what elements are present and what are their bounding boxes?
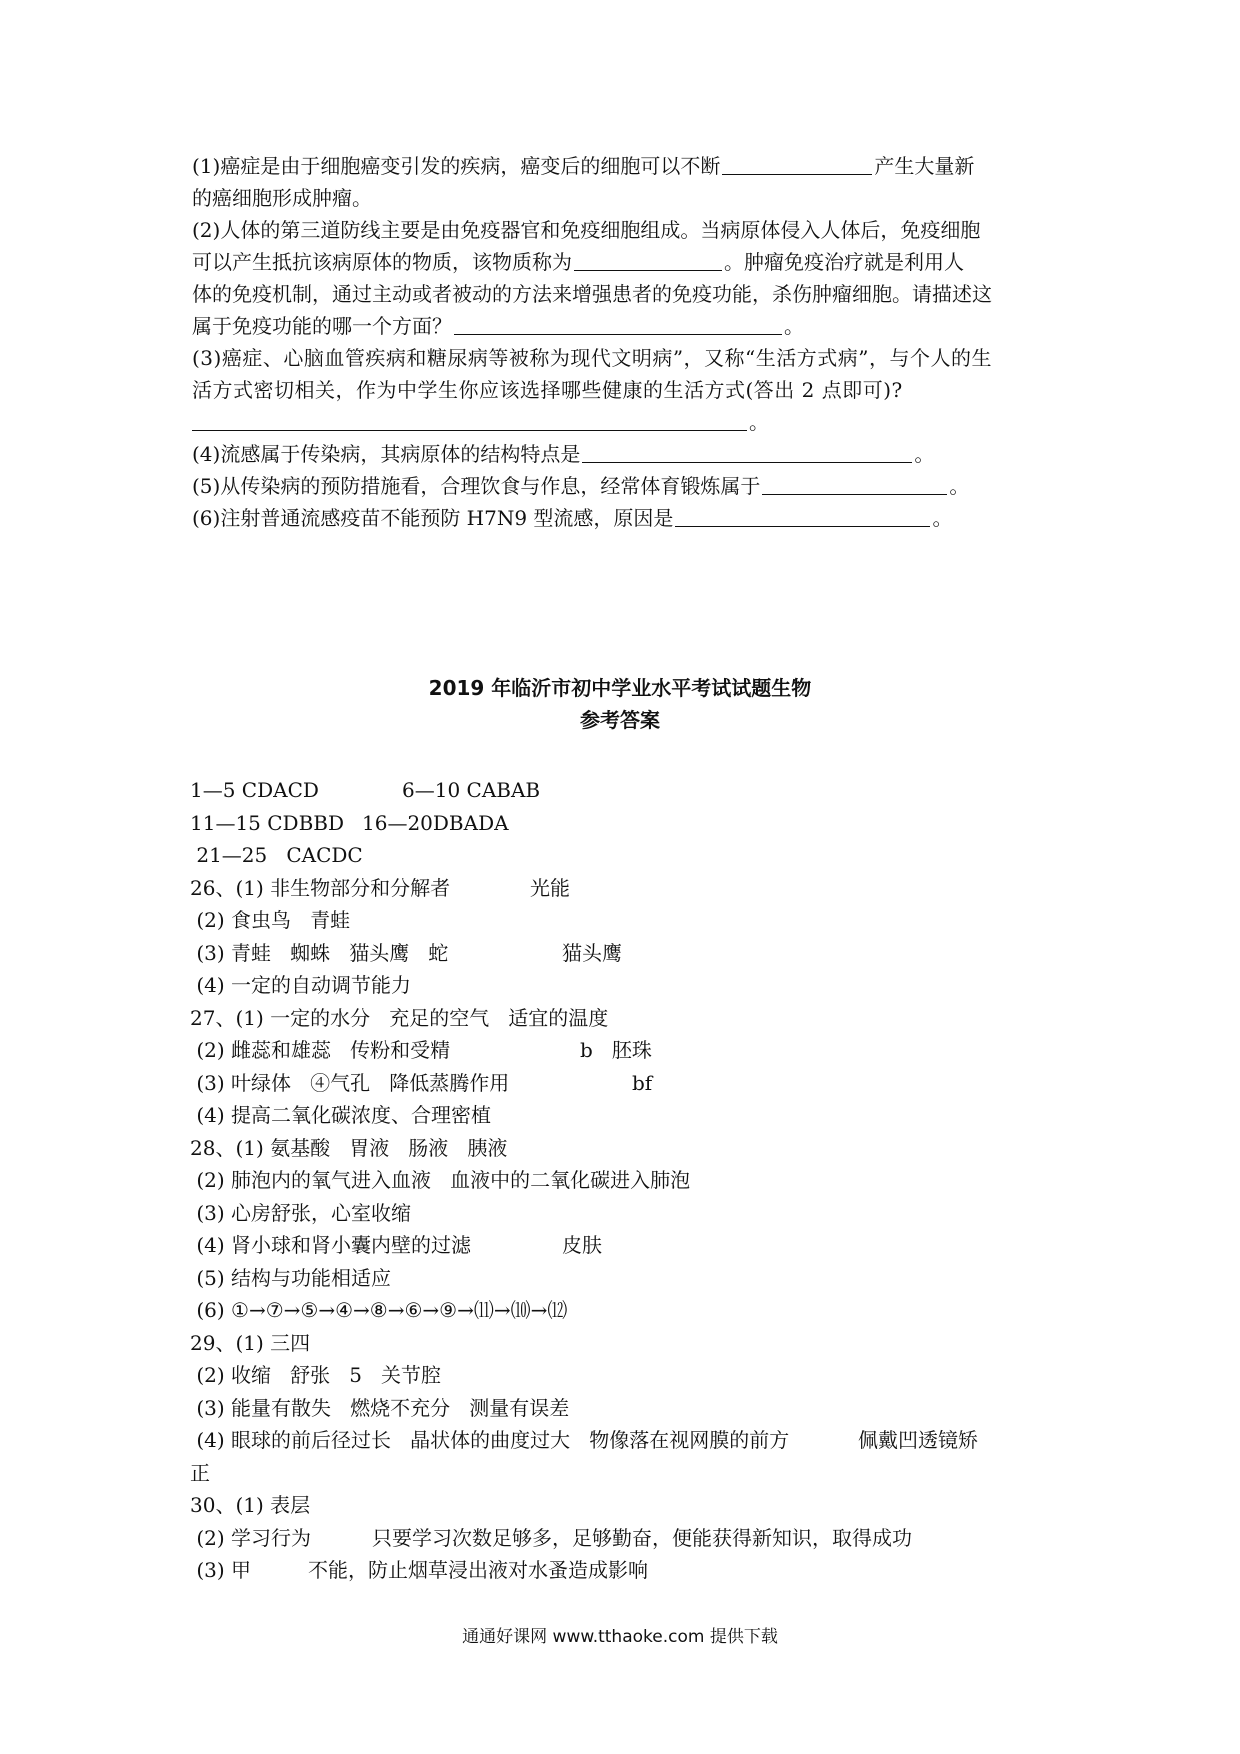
answer-line: (4) 提高二氧化碳浓度、合理密植 [190,1103,492,1127]
question-line: (1)癌症是由于细胞癌变引发的疾病，癌变后的细胞可以不断 产生大量新 [192,154,975,178]
answer-line: (2) 学习行为 只要学习次数足够多，足够勤奋，便能获得新知识，取得成功 [190,1525,912,1550]
answer-line: 21—25 CACDC [190,843,363,867]
answer-blank [192,410,747,431]
answer-blank [722,154,872,175]
answer-line: 1—5 CDACD 6—10 CABAB [190,778,541,802]
page-subtitle: 参考答案 [580,708,660,732]
answer-line: (3) 心房舒张，心室收缩 [190,1200,412,1225]
answer-line: 30、(1) 表层 [190,1493,311,1517]
answer-blank [762,474,947,495]
answer-line: 11—15 CDBBD 16—20DBADA [190,810,509,835]
answer-line: (6) ①→⑦→⑤→④→⑧→⑥→⑨→⑾→⑽→⑿ [190,1298,568,1322]
answer-blank [582,442,912,463]
answer-line: (2) 收缩 舒张 5 关节腔 [190,1363,441,1387]
question-line: 活方式密切相关，作为中学生你应该选择哪些健康的生活方式(答出 2 点即可)? [192,378,903,402]
question-line: 可以产生抵抗该病原体的物质，该物质称为 。肿瘤免疫治疗就是利用人 [192,250,964,274]
answer-line: (3) 青蛙 蜘蛛 猫头鹰 蛇 猫头鹰 [190,940,622,965]
answer-line: (5) 结构与功能相适应 [190,1265,392,1290]
answer-line: 27、(1) 一定的水分 充足的空气 适宜的温度 [190,1005,609,1030]
answer-line: (2) 雌蕊和雄蕊 传粉和受精 b 胚珠 [190,1038,652,1062]
question-block [192,150,1062,534]
answer-line: 正 [190,1460,210,1485]
answer-line: (3) 叶绿体 ④气孔 降低蒸腾作用 bf [190,1070,653,1095]
answer-list [190,774,1070,1587]
question-line: 体的免疫机制，通过主动或者被动的方法来增强患者的免疫功能，杀伤肿瘤细胞。请描述这 [192,282,992,306]
question-line: (2)人体的第三道防线主要是由免疫器官和免疫细胞组成。当病原体侵入人体后，免疫细胞 [192,218,981,242]
answer-key-title [0,672,1240,736]
answer-line: 26、(1) 非生物部分和分解者 光能 [190,875,570,900]
answer-line: (2) 肺泡内的氧气进入血液 血液中的二氧化碳进入肺泡 [190,1168,691,1192]
answer-line: (2) 食虫鸟 青蛙 [190,908,351,932]
answer-line: (3) 能量有散失 燃烧不充分 测量有误差 [190,1395,570,1420]
answer-line: (3) 甲 不能，防止烟草浸出液对水蚤造成影响 [190,1558,648,1582]
question-line: 的癌细胞形成肿瘤。 [192,186,372,210]
question-line: (3)癌症、心脑血管疾病和糖尿病等被称为现代文明病”，又称“生活方式病”，与个人的生 [192,346,993,370]
answer-line: (4) 肾小球和肾小囊内壁的过滤 皮肤 [190,1233,602,1257]
page-footer: 通通好课网 www.tthaoke.com 提供下载 [462,1627,778,1647]
answer-line: (4) 眼球的前后径过长 晶状体的曲度过大 物像落在视网膜的前方 佩戴凹透镜矫 [190,1428,978,1452]
answer-line: 28、(1) 氨基酸 胃液 肠液 胰液 [190,1135,508,1160]
question-line: (4)流感属于传染病，其病原体的结构特点是 。 [192,442,935,466]
answer-blank [574,250,722,271]
page-title: 2019 年临沂市初中学业水平考试试题生物 [428,676,812,700]
answer-blank [454,314,782,335]
question-line: 属于免疫功能的哪一个方面？ 。 [192,314,804,338]
question-line: (5)从传染病的预防措施看，合理饮食与作息，经常体育锻炼属于 。 [192,474,970,498]
question-line: (6)注射普通流感疫苗不能预防 H7N9 型流感，原因是 。 [192,506,953,530]
answer-line: 29、(1) 三四 [190,1330,311,1355]
answer-blank [675,506,930,527]
question-line: 。 [192,406,1062,438]
answer-line: (4) 一定的自动调节能力 [190,973,412,997]
